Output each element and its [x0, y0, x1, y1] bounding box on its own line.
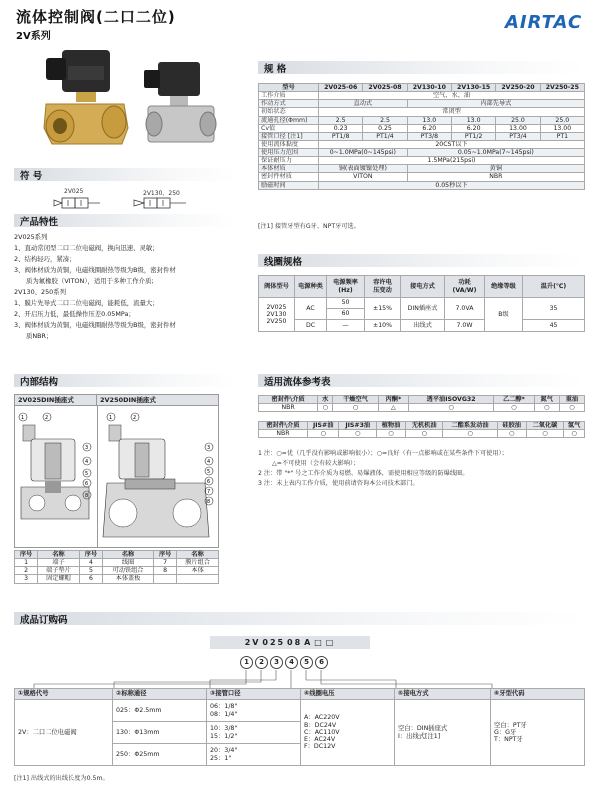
logo-mark	[503, 10, 583, 32]
spec-row-label: 作动方式	[259, 100, 319, 108]
spec-section-header: 规 格	[258, 61, 585, 74]
fluid-table-2: 密封件\介质 JIS#油 JIS#3油 植物油 无机机油 二酯系发动油 硅胶油 二氧化碳 氢气 NBR ○ ○ ○ ○ ○ ○ ○ ○	[258, 421, 585, 438]
spec-row-label: 保证耐压力	[259, 157, 319, 165]
series-title: 2V系列	[16, 31, 51, 42]
structure-diagram-box	[14, 394, 219, 548]
spec-note: [注1] 接管牙型有G牙、NPT牙可选。	[258, 223, 360, 230]
structure-right-title: 2V250DIN插座式	[97, 395, 218, 406]
table-row: 励磁时间 0.05秒以下	[259, 181, 585, 189]
feature-group-title: 2V130、250系列	[14, 288, 67, 296]
table-row: 60	[259, 309, 585, 320]
symbol-label-2v025: 2V025	[64, 188, 84, 195]
svg-text:6: 6	[85, 481, 89, 487]
table-row: 接管口径 [注1] PT1/8 PT1/4 PT3/8 PT1/2 PT3/4 PT1	[259, 132, 585, 140]
svg-text:AIRTAC: AIRTAC	[505, 12, 583, 32]
svg-text:3: 3	[85, 445, 89, 451]
table-row: Cv值 0.23 0.25 6.20 6.20 13.00 13.00	[259, 124, 585, 132]
svg-text:3: 3	[207, 445, 211, 451]
valve-2v025-photo	[38, 48, 132, 148]
feature-item: 1、直动常闭型二口二位电磁阀，换向迅速、灵敏；	[14, 244, 159, 252]
fluid-notes: 1 注：○=优（几乎没有影响或影响很小）；○=良好（有一点影响或在某些条件下可使用）； △=不可使用（会有较大影响）； 2 注：带 "*" 号之工作介质为易燃、易爆液体，需使用相应等级的防爆线圈。 3 注：未上表内工作介质，使用前请咨询本公司技术部门。	[258, 450, 508, 487]
coil-section-header: 线圈规格	[258, 254, 585, 267]
spec-row-label: Cv值	[259, 124, 319, 132]
svg-text:4: 4	[85, 459, 89, 465]
feature-item: 3、阀体材质为黄铜，电磁线圈耐热等级为B级，密封件材	[14, 321, 176, 329]
table-row: 130：Φ13mm 10：3/8" 15：1/2"	[15, 722, 585, 744]
table-row: 本体材质 铜(表面镀镍处理) 黄铜	[259, 165, 585, 173]
order-section-header: 成品订购码	[14, 612, 585, 625]
spec-row-label: 励磁时间	[259, 181, 319, 189]
features-list	[14, 232, 244, 342]
feature-item: 2、结构轻巧，紧凑；	[14, 255, 76, 263]
valve-symbol-2v130	[132, 196, 190, 210]
svg-text:2: 2	[45, 415, 49, 421]
table-row: 2 端子垫片 5 可动铁组合 8 本体	[15, 567, 219, 575]
spec-col-header: 2V025-08	[363, 84, 407, 92]
spec-row-label: 本体材质	[259, 165, 319, 173]
svg-text:8: 8	[207, 499, 211, 505]
table-row: 流通孔径(Φmm) 2.5 2.5 13.0 13.0 25.0 25.0	[259, 116, 585, 124]
symbol-section-header: 符 号	[14, 168, 236, 181]
order-code-numbers: 1 2 3 4 5 6	[240, 656, 330, 669]
table-row: 工作介质 空气、水、油	[259, 92, 585, 100]
fluid-section-header: 适用流体参考表	[258, 374, 585, 387]
feature-group-title: 2V025系列	[14, 233, 48, 241]
structure-section-header: 内部结构	[14, 374, 236, 387]
svg-text:4: 4	[207, 459, 211, 465]
spec-row-label: 使用流体黏度	[259, 140, 319, 148]
table-row: NBR ○ ○ △ ○ ○ ○ ○	[259, 404, 585, 412]
table-row: 保证耐压力 1.5MPa(215psi)	[259, 157, 585, 165]
spec-col-header: 2V250-20	[496, 84, 540, 92]
table-row: 3 固定螺帽 6 本体盖板	[15, 575, 219, 583]
svg-text:1: 1	[21, 415, 25, 421]
symbol-label-2v130: 2V130、250	[143, 190, 180, 197]
coil-table: 阀体型号 电源种类 电源频率 (Hz) 容许电 压变动 接电方式 功耗 (VA/W) 绝缘等级 温升(℃) 2V025 2V130 2V250 AC 50 ±15% DIN插座式 7.0VA B级 35 60 DC — ±10% 出线式 7.0W 45	[258, 275, 585, 332]
table-row: 使用流体黏度 20CST以下	[259, 140, 585, 148]
svg-text:7: 7	[207, 489, 211, 495]
svg-text:5: 5	[85, 471, 89, 477]
svg-text:5: 5	[207, 469, 211, 475]
parts-table: 序号 名称 序号 名称 序号 名称 1 端子 4 线圈 7 膜片组合 2 端子垫片 5 可动铁组合 8 本体 3 固定螺帽 6 本体盖板	[14, 550, 219, 584]
order-note: [注1] 出线式的出线长度为0.5m。	[14, 775, 109, 782]
feature-item: 2、开启压力低，最低操作压差0.05MPa；	[14, 310, 135, 318]
spec-col-header: 2V250-25	[540, 84, 584, 92]
order-connector-lines	[14, 670, 585, 688]
order-table: ①规格代号 ②标称通径 ③接管口径 ④线圈电压 ⑤接电方式 ⑥牙型代码 2V：二口二位电磁阀 025：Φ2.5mm 06：1/8" 08：1/4" A：AC220V B：DC24V C：AC110V E：AC24V F：DC12V 空白：DIN插座式 I：出线式[注1] 空白：PT牙 G：G牙 T：NPT牙 130：Φ13mm 10：3/8" 15：1/2" 250：Φ25mm 20：3/4" 25：1"	[14, 688, 585, 766]
svg-text:6: 6	[207, 479, 211, 485]
table-row: DC — ±10% 出线式 7.0W 45	[259, 320, 585, 332]
spec-row-label: 流通孔径(Φmm)	[259, 116, 319, 124]
table-row: 作动方式 直动式 内部先导式	[259, 100, 585, 108]
fluid-table-1: 密封件\介质 水 干燥空气 丙酮* 透平油ISOVG32 乙二醇* 氮气 重油 NBR ○ ○ △ ○ ○ ○ ○	[258, 395, 585, 412]
feature-item: 质为氟橡胶（VITON），适用于多种工作介质;	[26, 277, 154, 285]
table-row: NBR ○ ○ ○ ○ ○ ○ ○ ○	[259, 430, 585, 438]
svg-text:8: 8	[85, 493, 89, 499]
valve-2v130-photo	[140, 60, 220, 146]
spec-col-header: 2V025-06	[319, 84, 363, 92]
page-title: 流体控制阀(二口二位)	[16, 8, 176, 26]
valve-symbol-2v025	[52, 196, 104, 210]
table-row: 250：Φ25mm 20：3/4" 25：1"	[15, 744, 585, 766]
cutaway-2v025	[17, 409, 95, 545]
spec-row-label: 初始状态	[259, 108, 319, 116]
feature-item: 3、阀体材质为黄铜，电磁线圈耐热等级为B级，密封件材	[14, 266, 176, 274]
svg-text:1: 1	[109, 415, 113, 421]
spec-table	[258, 83, 585, 190]
airtac-logo	[503, 10, 583, 37]
spec-col-header: 2V130-15	[451, 84, 495, 92]
table-row: 密封件材质 VITON NBR	[259, 173, 585, 181]
table-row: 2V025 2V130 2V250 AC 50 ±15% DIN插座式 7.0VA B级 35	[259, 298, 585, 309]
table-row: 初始状态 常闭型	[259, 108, 585, 116]
svg-text:2: 2	[133, 415, 137, 421]
table-row: 2V：二口二位电磁阀 025：Φ2.5mm 06：1/8" 08：1/4" A：AC220V B：DC24V C：AC110V E：AC24V F：DC12V 空白：DIN插座式 I：出线式[注1] 空白：PT牙 G：G牙 T：NPT牙	[15, 700, 585, 722]
feature-item: 1、膜片先导式二口二位电磁阀，能耗低，流量大；	[14, 299, 159, 307]
cutaway-2v250	[101, 409, 217, 545]
spec-row-label: 使用压力范围	[259, 149, 319, 157]
feature-item: 质NBR；	[26, 332, 53, 340]
table-row: 1 端子 4 线圈 7 膜片组合	[15, 559, 219, 567]
table-row: 使用压力范围 0~1.0MPa(0~145psi) 0.05~1.0MPa(7~145psi)	[259, 149, 585, 157]
order-code-sample: 2V 025 08 A □ □	[210, 636, 370, 649]
features-section-header: 产品特性	[14, 214, 236, 227]
spec-col-header: 型号	[259, 84, 319, 92]
spec-row-label: 工作介质	[259, 92, 319, 100]
structure-left-title: 2V025DIN插座式	[15, 395, 97, 406]
spec-row-label: 密封件材质	[259, 173, 319, 181]
spec-col-header: 2V130-10	[407, 84, 451, 92]
spec-row-label: 接管口径 [注1]	[259, 132, 319, 140]
